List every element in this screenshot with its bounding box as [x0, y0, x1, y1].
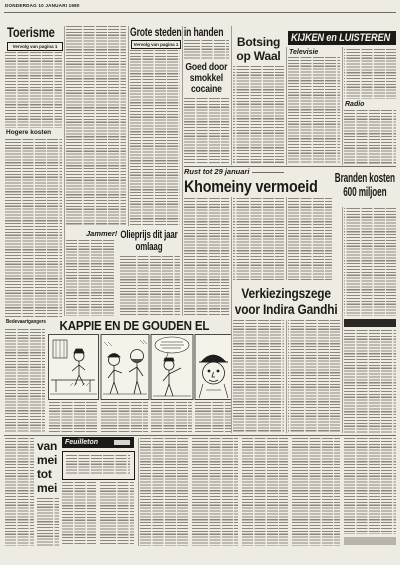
headline-olieprijs	[118, 229, 180, 253]
comic-panel-4	[195, 335, 232, 400]
headline-khomeiny-vermoeid: Khomeiny vermoeid	[184, 177, 318, 196]
subhead-televisie: Televisie	[289, 49, 319, 56]
column-rule	[286, 320, 287, 433]
article-body-text	[192, 438, 238, 546]
headline-line: Botsing	[236, 35, 281, 49]
comic-title: KAPPIE EN DE GOUDEN EL	[59, 318, 210, 333]
article-body-text	[140, 438, 188, 546]
headline-line: Goed door	[185, 62, 228, 73]
headline-verkiezingszege	[233, 285, 339, 317]
article-body-text	[120, 256, 180, 316]
tv-listings-text	[344, 49, 396, 99]
column-rule	[231, 197, 232, 433]
column-rule	[64, 26, 65, 316]
headline-goed-door-smokkel-cocaine	[184, 62, 229, 95]
article-body-text	[233, 66, 284, 164]
article-body-text	[5, 139, 62, 317]
small-advert-box	[344, 537, 396, 545]
kicker-rust-tot-29-januari: Rust tot 29 januari	[184, 167, 250, 176]
article-body-text	[100, 482, 134, 546]
section-label-bar	[344, 319, 396, 327]
comic-caption-text	[101, 402, 148, 433]
section-rule	[4, 435, 396, 436]
date-line: DONDERDAG 10 JANUARI 1980	[5, 3, 80, 8]
article-body-text	[62, 482, 96, 546]
subhead-hogere-kosten: Hogere kosten	[6, 129, 52, 136]
column-rule	[342, 47, 343, 165]
headline-toerisme: Toerisme	[7, 24, 55, 40]
comic-caption-text	[49, 402, 98, 433]
article-body-text	[5, 329, 45, 433]
article-body-text	[130, 50, 180, 226]
headline-line: 600 miljoen	[343, 184, 387, 199]
column-rule	[286, 47, 287, 165]
radio-listings-text	[344, 110, 396, 164]
article-body-text	[184, 40, 229, 60]
comic-caption-text	[151, 402, 192, 433]
comic-strip	[48, 334, 232, 400]
article-body-text	[344, 438, 396, 534]
headline-line: Olieprijs dit jaar	[120, 229, 178, 241]
column-rule	[342, 207, 343, 433]
article-body-text	[5, 438, 34, 546]
headline-line: smokkel	[189, 73, 223, 84]
advert-slogan-line: mei	[37, 453, 58, 467]
subhead-bedevaartgangers: Bedevaartgangers	[6, 319, 46, 325]
article-body-text	[184, 198, 229, 316]
article-body-text	[288, 320, 340, 433]
headline-line: Branden kosten	[334, 170, 395, 185]
article-body-text	[288, 198, 332, 280]
headline-grote-steden: Grote steden in handen	[130, 25, 224, 39]
column-rule	[182, 26, 183, 316]
comic-panel-3	[151, 335, 193, 400]
advert-box	[62, 451, 135, 480]
column-rule	[231, 26, 232, 165]
comic-panel-1	[49, 335, 99, 400]
comic-caption-text	[195, 402, 231, 433]
column-rule	[138, 438, 139, 546]
headline-botsing-op-waal	[233, 35, 284, 63]
headline-line: cocaine	[190, 84, 222, 95]
article-body-text	[242, 438, 288, 546]
article-body-text	[292, 438, 340, 546]
tv-radio-banner-title: KIJKEN en LUISTEREN	[291, 31, 390, 44]
headline-branden-kosten	[334, 171, 396, 199]
advert-slogan-line: tot	[37, 467, 52, 481]
advert-label-bar	[62, 437, 134, 448]
article-body-text	[344, 330, 396, 433]
continued-label: Vervolg van pagina 1	[131, 40, 181, 49]
tv-listings-text	[288, 57, 340, 164]
headline-line: voor Indira Gandhi	[234, 301, 338, 317]
advert-logo-mark	[114, 440, 130, 445]
column-rule	[286, 197, 287, 280]
headline-line: op Waal	[236, 49, 281, 63]
comic-panel-2	[101, 335, 149, 400]
advert-slogan	[37, 439, 57, 495]
kicker-jammer: Jammer!	[86, 229, 118, 238]
article-body-text	[184, 98, 229, 164]
article-body-text	[233, 198, 284, 280]
article-body-text	[37, 498, 59, 546]
tv-radio-banner	[288, 31, 396, 45]
article-body-text	[233, 320, 284, 433]
advert-slogan-line: van	[37, 439, 58, 453]
headline-line: omlaag	[135, 241, 163, 253]
column-rule	[128, 26, 129, 226]
continued-label: Vervolg van pagina 1	[7, 42, 63, 51]
advert-slogan-line: mei	[37, 481, 58, 495]
article-body-text	[344, 208, 396, 316]
subhead-radio: Radio	[345, 101, 365, 108]
article-body-text	[5, 52, 62, 128]
article-body-text	[66, 240, 114, 316]
article-body-text	[66, 26, 126, 226]
kicker-rule	[252, 172, 284, 173]
advert-label: Feuilleton	[65, 438, 99, 446]
headline-line: Verkiezingszege	[241, 285, 331, 301]
advert-box-text	[66, 455, 130, 475]
header-rule	[4, 12, 396, 13]
